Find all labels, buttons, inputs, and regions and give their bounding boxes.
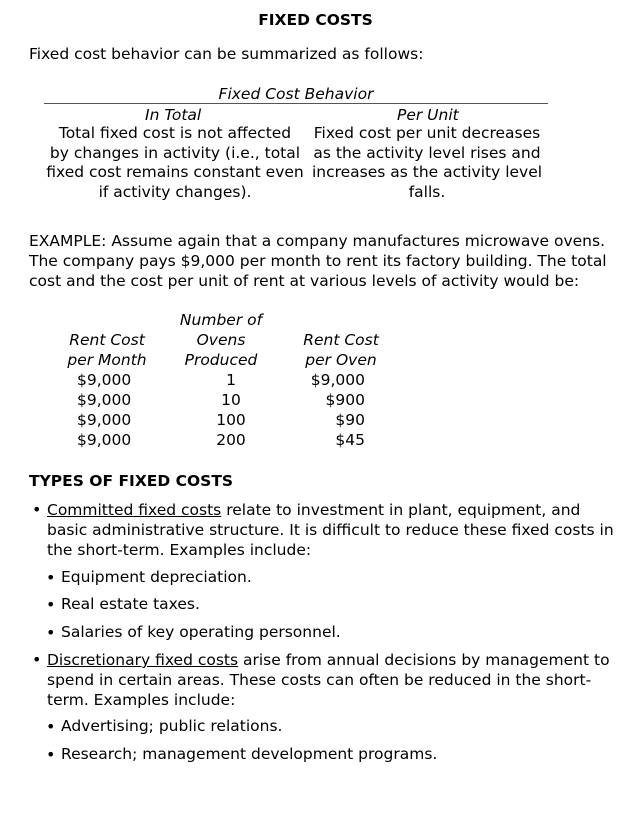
bullet-icon: •	[32, 500, 42, 519]
per-unit-description	[310, 124, 544, 202]
behavior-rule	[44, 103, 548, 104]
bullet-icon: •	[32, 650, 42, 669]
example-line: The company pays $9,000 per month to rent its factory building. The total	[29, 252, 607, 270]
in-total-description	[44, 124, 306, 202]
table-cell: $45	[335, 431, 365, 449]
per-unit-line: increases as the activity level	[311, 163, 543, 181]
committed-paragraph	[47, 500, 614, 560]
table-cell: 1	[226, 371, 236, 389]
header-line: Produced	[184, 351, 258, 369]
list-item: Research; management development programs.	[61, 745, 438, 763]
bullet-icon: •	[46, 717, 56, 736]
discretionary-text: term. Examples include:	[47, 691, 236, 709]
ovens-column	[181, 370, 281, 450]
ovens-header	[171, 310, 271, 370]
per-unit-line: Fixed cost per unit decreases	[313, 124, 541, 142]
header-line: Number of	[179, 311, 263, 329]
intro-text: Fixed cost behavior can be summarized as follows:	[29, 45, 424, 63]
behavior-caption: Fixed Cost Behavior	[218, 85, 374, 103]
in-total-line: if activity changes).	[98, 182, 252, 201]
discretionary-term: Discretionary fixed costs	[47, 651, 239, 669]
example-paragraph	[29, 231, 607, 291]
rent-oven-column	[300, 370, 365, 450]
committed-text: relate to investment in plant, equipment, and	[221, 501, 581, 519]
header-line: per Month	[67, 351, 147, 369]
list-item: Advertising; public relations.	[61, 717, 283, 735]
list-item: Salaries of key operating personnel.	[61, 623, 341, 641]
bullet-icon: •	[46, 623, 56, 642]
bullet-icon: •	[46, 595, 56, 614]
rent-month-column	[77, 370, 131, 450]
table-cell: $90	[335, 411, 365, 429]
list-item: Equipment depreciation.	[61, 568, 252, 586]
bullet-icon: •	[46, 745, 56, 764]
discretionary-text: spend in certain areas. These costs can often be reduced in the short-	[47, 671, 592, 689]
example-line: EXAMPLE: Assume again that a company manufactures microwave ovens.	[29, 232, 606, 250]
discretionary-paragraph	[47, 650, 610, 710]
table-cell: $900	[325, 391, 365, 409]
table-cell: $9,000	[77, 411, 132, 429]
table-cell: 100	[216, 411, 246, 429]
discretionary-text: arise from annual decisions by management to	[238, 651, 610, 669]
header-line: per Oven	[305, 351, 377, 369]
committed-text: the short-term. Examples include:	[47, 541, 312, 559]
table-cell: $9,000	[77, 371, 132, 389]
header-line: Rent Cost	[303, 331, 379, 349]
table-cell: $9,000	[310, 371, 365, 389]
header-line: Rent Cost	[69, 331, 145, 349]
in-total-line: Total fixed cost is not affected	[58, 124, 292, 142]
rent-month-header	[62, 330, 152, 370]
table-cell: 10	[221, 391, 241, 409]
in-total-line: fixed cost remains constant even	[46, 163, 304, 181]
rent-oven-header	[296, 330, 386, 370]
per-unit-line: as the activity level rises and	[313, 143, 541, 162]
header-line: Ovens	[196, 331, 246, 349]
table-cell: $9,000	[77, 431, 132, 449]
bullet-icon: •	[46, 568, 56, 587]
per-unit-line: falls.	[408, 182, 446, 201]
committed-term: Committed fixed costs	[47, 501, 222, 519]
in-total-heading: In Total	[145, 106, 202, 124]
per-unit-heading: Per Unit	[397, 106, 459, 124]
in-total-line: by changes in activity (i.e., total	[49, 143, 301, 162]
committed-text: basic administrative structure. It is difficult to reduce these fixed costs in	[47, 521, 614, 539]
table-cell: 200	[216, 431, 246, 449]
types-heading: TYPES OF FIXED COSTS	[29, 472, 234, 490]
example-line: cost and the cost per unit of rent at various levels of activity would be:	[29, 272, 580, 290]
table-cell: $9,000	[77, 391, 132, 409]
list-item: Real estate taxes.	[61, 595, 200, 613]
page-title: FIXED COSTS	[258, 11, 373, 29]
